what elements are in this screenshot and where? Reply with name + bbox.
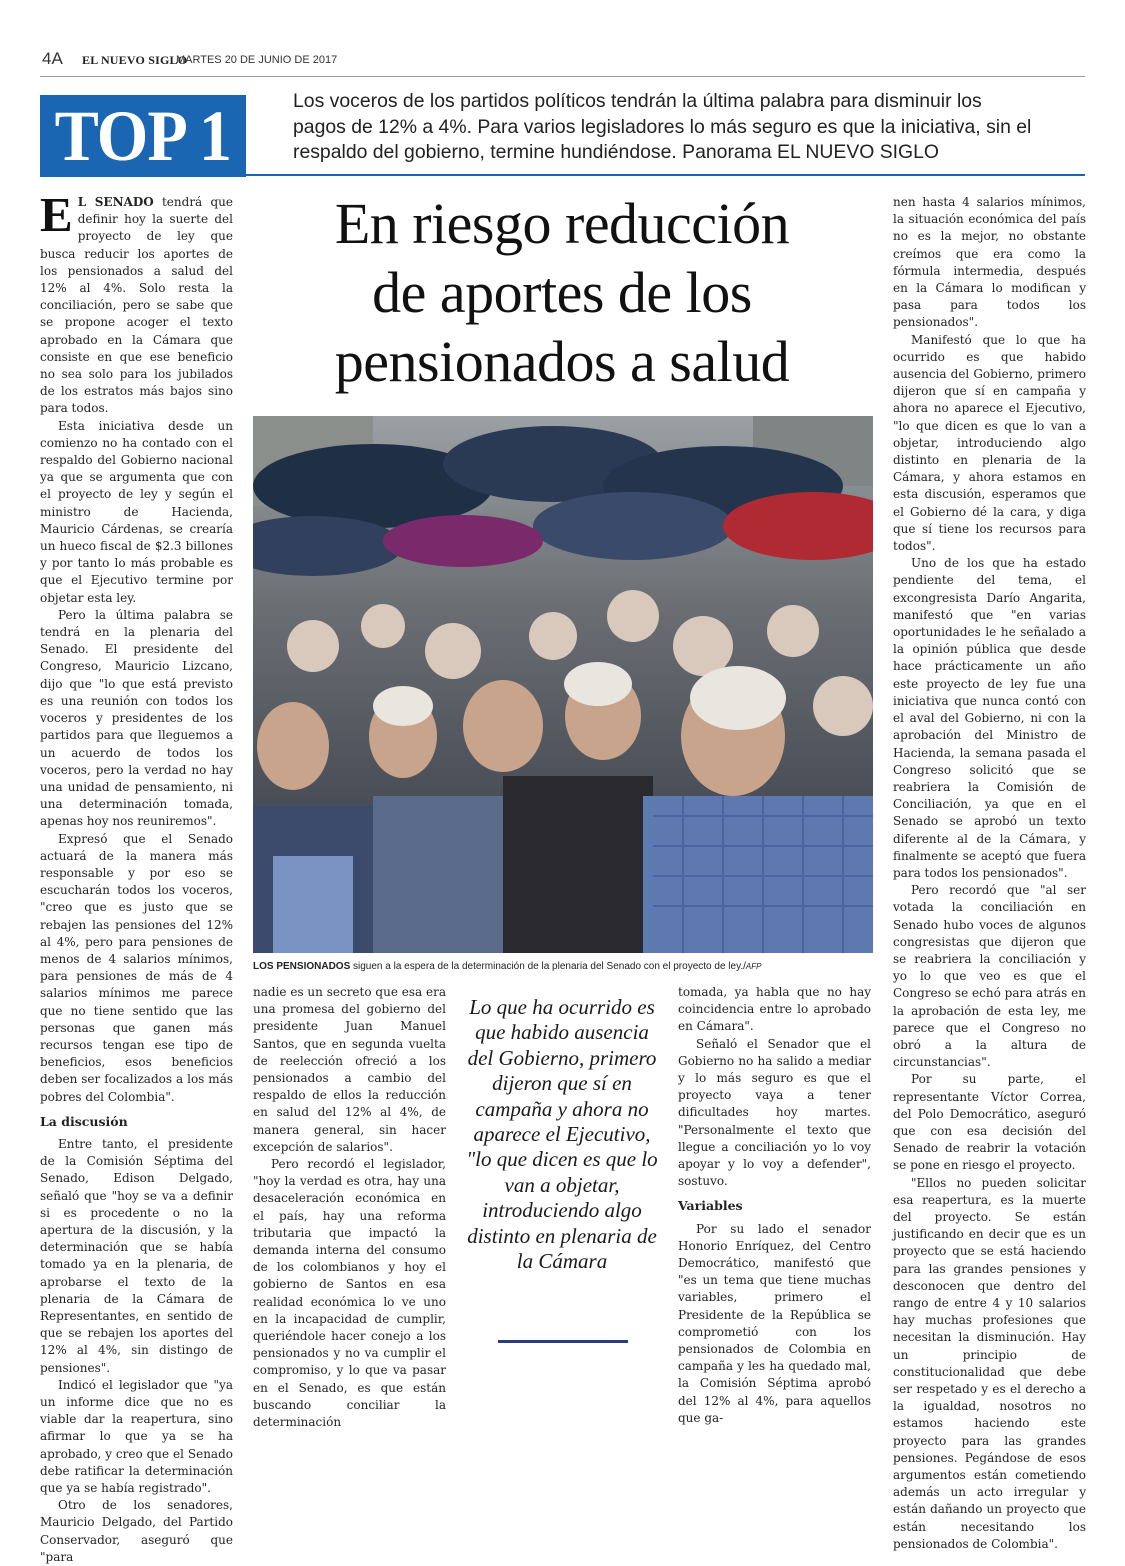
article-column-1 xyxy=(40,187,233,1566)
issue-date: MARTES 20 DE JUNIO DE 2017 xyxy=(176,54,338,66)
subhead-la-discusion: La discusión xyxy=(40,1113,128,1129)
deck-line: respaldo del gobierno, termine hundiéndose. Panorama EL NUEVO SIGLO xyxy=(293,141,940,163)
paragraph: Uno de los que ha estado pendiente del tema, el excongresista Darío Angarita, manifestó que "en varias oportunidades le he señalado a la opinión pública que desde hace prácticamente un año este proyecto de ley fue una iniciativa que nunca contó con el aval del Gobierno, ni con la aprobación del Ministro de Hacienda, la semana pasada el Congreso solicitó que se reabriera la Comisión de Conciliación, ya que en el Senado se aprobó un texto diferente al de la Cámara, y finalmente se aceptó que fuera para todos los pensionados". xyxy=(893,556,1086,880)
article-column-2 xyxy=(253,984,446,1431)
article-column-4 xyxy=(678,984,871,1427)
deck-line: Los voceros de los partidos políticos tendrán la última palabra para disminuir los xyxy=(293,90,982,112)
paragraph: Pero recordó que "al ser votada la conciliación en Senado hubo voces de algunos congresistas que dijeron que se reabriera la conciliación y yo lo que veo es que el Congreso se echó para atrás en la aprobación de esta ley, me parece que el Congreso no obró a la altura de circunstancias". xyxy=(893,883,1086,1070)
caption-lead: LOS PENSIONADOS xyxy=(253,961,351,972)
paragraph: nen hasta 4 salarios mínimos, la situación económica del país no es la mejor, no obstante creímos que era como la fórmula intermedia, después en la Cámara lo modifican y pasa para todos los pensionados". xyxy=(893,195,1086,330)
paragraph: "Ellos no pueden solicitar esa reapertura, es la muerte del proyecto. Se están justificando en decir que es un proyecto que se está haciendo para las grandes pensiones y desconocen que dentro del rango de entre 4 y 10 salarios hay muchas profesiones que necesitan la disminución. Hay un principio de constitucionalidad que debe ser respetado y es el derecho a la igualdad, nosotros no estamos haciendo este proyecto para las grandes pensiones. Pegándose de esos argumentos están cometiendo además un acto irregular y están dañando un proyecto que están necesitando los pensionados de Colombia". xyxy=(893,1175,1086,1551)
article-headline xyxy=(262,189,862,396)
paragraph: Manifestó que lo que ha ocurrido es que habido ausencia del Gobierno, primero dijeron que sí en campaña y ahora no aparece el Ejecutivo, "lo que dicen es que lo van a objetar, introduciendo algo distinto en plenaria de la Cámara, y ahora estamos en esta discusión, esperamos que el Gobierno dé la cara, y diga que sí tiene los recursos para todos". xyxy=(893,332,1086,554)
paragraph: Expresó que el Senado actuará de la manera más responsable y por eso se escucharán todos los voceros, "creo que es justo que se rebajen las pensiones del 12% al 4%, pero para pensiones de menos de 4 salarios mínimos, para pensiones de más de 4 salarios mínimos me parece que no tiene sentido que las personas que ganen más recursos tengan ese tipo de beneficios, esos beneficios deben ser focalizados a los más pobres del Colombia". xyxy=(40,831,233,1104)
lead-text: tendrá que definir hoy la suerte del proyecto de ley que busca reducir los aportes de los pensionados a salud del 12% al 4%. Solo resta la conciliación, pero se sabe que se propone acoger el texto aprobado en la Cámara que consiste en que ese beneficio no sea solo para los jubilados de los estratos más bajos sino para todos. xyxy=(40,195,233,416)
paragraph: Por su parte, el representante Víctor Correa, del Polo Democrático, aseguró que con esa decisión del Senado de reabrir la votación se pone en riesgo el proyecto. xyxy=(893,1072,1086,1173)
deck-line: pagos de 12% a 4%. Para varios legisladores lo más seguro es que la iniciativa, sin el xyxy=(293,115,1032,138)
caption-text: siguen a la espera de la determinación de la plenaria del Senado con el proyecto de ley./ xyxy=(350,961,746,972)
newspaper-name: EL NUEVO SIGLO xyxy=(82,53,188,67)
section-badge-label: TOP 1 xyxy=(54,96,232,176)
crowd-photo xyxy=(253,416,873,953)
pull-quote-rule xyxy=(498,1340,628,1343)
section-badge xyxy=(40,95,246,177)
paragraph: Señaló el Senador que el Gobierno no ha salido a mediar y lo más seguro es que el proyecto vaya a tener dificultades hoy martes. "Personalmente el texto que llegue a conciliación yo lo voy apoyar y lo voy a defender", sostuvo. xyxy=(678,1036,871,1189)
pull-quote: Lo que ha ocurrido es que habido ausencia del Gobierno, primero dijeron que sí en campaña y ahora no aparece el Ejecutivo, "lo que dicen es que lo van a objetar, introduciendo algo distinto en plenaria de la Cámara xyxy=(466,995,658,1274)
headline-line: En riesgo reducción xyxy=(334,191,790,256)
paragraph: tomada, ya habla que no hay coincidencia entre lo aprobado en Cámara". xyxy=(678,985,871,1034)
lead-paragraph xyxy=(40,187,233,418)
headline-line: de aportes de los xyxy=(372,260,752,325)
article-column-5 xyxy=(893,194,1086,1553)
page-number: 4A xyxy=(42,49,63,68)
subhead-variables: Variables xyxy=(678,1198,743,1214)
header-rule xyxy=(40,76,1085,77)
paragraph: Pero recordó el legislador, "hoy la verdad es otra, hay una desaceleración económica en el país, hay una reforma tributaria que impactó la demanda interna del consumo de los colombianos y hoy el gobierno de Santos en esa realidad económica lo ve uno en la incapacidad de cumplir, queriéndole hacer conejo a los pensionados y no va cumplir el compromiso, y lo que va pasar en el Senado, es que están buscando conciliar la determinación xyxy=(253,1157,446,1430)
paragraph: Entre tanto, el presidente de la Comisión Séptima del Senado, Edison Delgado, señaló que "hoy se va a definir si es procedente o no la apertura de la discusión, y la determinación que se había tomado ya en la plenaria, de aprobarse el texto de la plenaria de la Cámara de Representantes, en sentido de que se rebajen los aportes del 12% al 4%, sin distingo de pensiones". xyxy=(40,1136,233,1375)
photo-caption xyxy=(253,961,873,972)
paragraph: Otro de los senadores, Mauricio Delgado, del Partido Conservador, aseguró que "para xyxy=(40,1498,233,1564)
paragraph: Indicó el legislador que "ya un informe dice que no es viable dar la reapertura, sino afirmar lo que ya se ha aprobado, y creo que el Senado debe ratificar la determinación que ya se había registrado". xyxy=(40,1377,233,1496)
paragraph: Pero la última palabra se tendrá en la plenaria del Senado. El presidente del Congreso, Mauricio Lizcano, dijo que "lo que está previsto es una reunión con todos los voceros y presidentes de los partidos para que lleguemos a un acuerdo de todos los voceros, pero la verdad no hay una unidad de pensamiento, ni una determinación tomada, apenas hoy nos reuniremos". xyxy=(40,607,233,829)
section-rule xyxy=(246,174,1085,176)
photo-credit: AFP xyxy=(745,962,762,971)
lead-kicker: L SENADO xyxy=(77,195,154,209)
headline-line: pensionados a salud xyxy=(334,329,790,394)
photo-illustration xyxy=(253,416,873,953)
paragraph: Por su lado el senador Honorio Enríquez, del Centro Democrático, manifestó que "es un tema que tiene muchas variables, primero el Presidente de la República se comprometió con los pensionados de Colombia en campaña y les ha quedado mal, la Comisión Séptima aprobó del 12% al 4%, para aquellos que ga- xyxy=(678,1221,871,1425)
article-deck xyxy=(293,89,1083,166)
drop-cap: E xyxy=(40,187,73,242)
paragraph: Esta iniciativa desde un comienzo no ha contado con el respaldo del Gobierno nacional ya que se argumenta que con el proyecto de ley y según el ministro de Hacienda, Mauricio Cárdenas, se crearía un hueco fiscal de $2.3 billones y por tanto lo más probable es que el Ejecutivo termine por objetar esta ley. xyxy=(40,418,233,605)
paragraph: nadie es un secreto que esa era una promesa del gobierno del presidente Juan Manuel Santos, que en segunda vuelta de reelección ofreció a los pensionados a cambio del respaldo de ellos la reducción en salud del 12% al 4%, de manera general, sin hacer excepción de salarios". xyxy=(253,985,446,1154)
